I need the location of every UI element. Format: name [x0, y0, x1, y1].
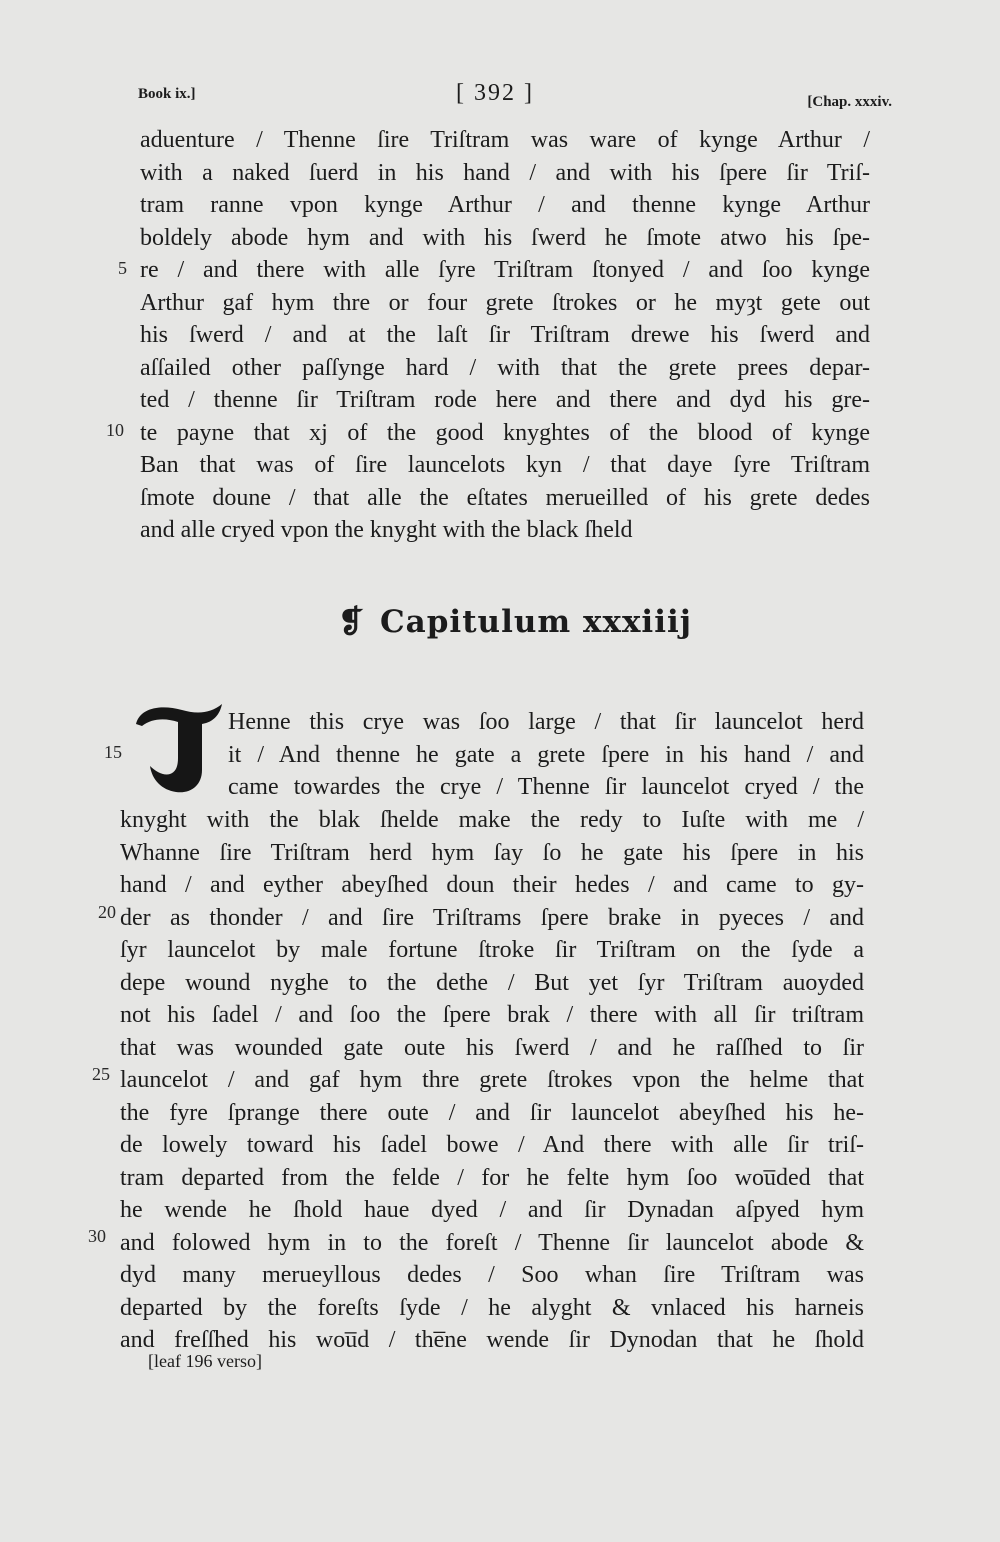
line-number: 30	[88, 1226, 106, 1246]
text-line: re / and there with alle ſyre Triſtram ſtonyed / and ſoo kynge	[140, 257, 870, 283]
text-line: the fyre ſprange there oute / and ſir launcelot abeyſhed his he-	[120, 1099, 864, 1126]
book-number: Book ix.]	[138, 86, 196, 102]
text-line: and freſſhed his wou̅d / the̅ne wende ſir Dynodan that he ſhold	[120, 1327, 864, 1353]
text-line: departed by the foreſts ſyde / he alyght & vnlaced his harneis	[120, 1294, 864, 1321]
text-line: aſſailed other paſſynge hard / with that the grete prees depar-	[140, 354, 870, 381]
drop-cap	[130, 700, 226, 796]
paragraph-1	[140, 124, 870, 547]
text-line: der as thonder / and ſire Triſtrams ſpere brake in pyeces / and	[120, 904, 864, 931]
text-line: with a naked ſuerd in his hand / and with his ſpere ſir Triſ-	[140, 159, 870, 186]
line-number: 15	[104, 742, 122, 762]
text-line: tram ranne vpon kynge Arthur / and thenne kynge Arthur	[140, 192, 870, 218]
text-line: dyd many merueyllous dedes / Soo whan ſire Triſtram was	[120, 1262, 864, 1288]
text-line: knyght with the blak ſhelde make the redy to Iuſte with me /	[120, 807, 864, 833]
text-line: launcelot / and gaf hym thre grete ſtrokes vpon the helme that	[120, 1067, 864, 1093]
text-line: depe wound nyghe to the dethe / But yet ſyr Triſtram auoyded	[120, 969, 864, 996]
text-line: Ban that was of ſire launcelots kyn / that daye ſyre Triſtram	[140, 452, 870, 478]
text-line: Whanne ſire Triſtram herd hym ſay ſo he gate his ſpere in his	[120, 839, 864, 866]
line-number: 10	[106, 420, 124, 440]
text-line: ſmote doune / that alle the eſtates merueilled of his grete dedes	[140, 484, 870, 511]
pilcrow-icon: ❡	[338, 604, 365, 640]
text-line: not his ſadel / and ſoo the ſpere brak / there with all ſir triſtram	[120, 1002, 864, 1028]
line-number: 25	[92, 1064, 110, 1084]
text-line: he wende he ſhold haue dyed / and ſir Dynadan aſpyed hym	[120, 1197, 864, 1223]
text-line: it / And thenne he gate a grete ſpere in his hand / and	[228, 741, 864, 768]
text-line: te payne that xj of the good knyghtes of the blood of kynge	[140, 419, 870, 446]
running-head	[138, 80, 892, 114]
line-number: 20	[98, 902, 116, 922]
text-line: his ſwerd / and at the laſt ſir Triſtram drewe his ſwerd and	[140, 322, 870, 348]
page-number: [ 392 ]	[456, 80, 534, 106]
text-line: and alle cryed vpon the knyght with the black ſheld	[140, 517, 633, 543]
text-line: came towardes the crye / Thenne ſir launcelot cryed / the	[228, 774, 864, 800]
text-line: ted / thenne ſir Triſtram rode here and there and dyd his gre-	[140, 387, 870, 413]
text-line: boldely abode hym and with his ſwerd he ſmote atwo his ſpe-	[140, 224, 870, 251]
text-line: Henne this crye was ſoo large / that ſir launcelot herd	[228, 709, 864, 735]
text-line: aduenture / Thenne ſire Triſtram was ware of kynge Arthur /	[140, 127, 870, 153]
line-number: 5	[118, 258, 127, 278]
chapter-heading	[338, 604, 718, 654]
text-line: hand / and eyther abeyſhed doun their hedes / and came to gy-	[120, 872, 864, 898]
text-line: de lowely toward his ſadel bowe / And there with alle ſir triſ-	[120, 1132, 864, 1158]
text-line: that was wounded gate oute his ſwerd / and he raſſhed to ſir	[120, 1034, 864, 1061]
leaf-reference: [leaf 196 verso]	[148, 1351, 262, 1371]
text-line: ſyr launcelot by male fortune ſtroke ſir Triſtram on the ſyde a	[120, 937, 864, 963]
drop-cap-letter: T	[210, 779, 212, 781]
text-line: Arthur gaf hym thre or four grete ſtrokes or he myȝt gete out	[140, 289, 870, 316]
chapter-title: Capitulum xxxiiij	[380, 604, 692, 640]
text-line: tram departed from the felde / for he felte hym ſoo wou̅ded that	[120, 1164, 864, 1191]
paragraph-2-indented	[228, 706, 864, 804]
paragraph-2-body	[120, 804, 864, 1357]
text-line: and folowed hym in to the foreſt / Thenne ſir launcelot abode &	[120, 1229, 864, 1256]
chapter-number: [Chap. xxxiv.	[807, 94, 892, 110]
